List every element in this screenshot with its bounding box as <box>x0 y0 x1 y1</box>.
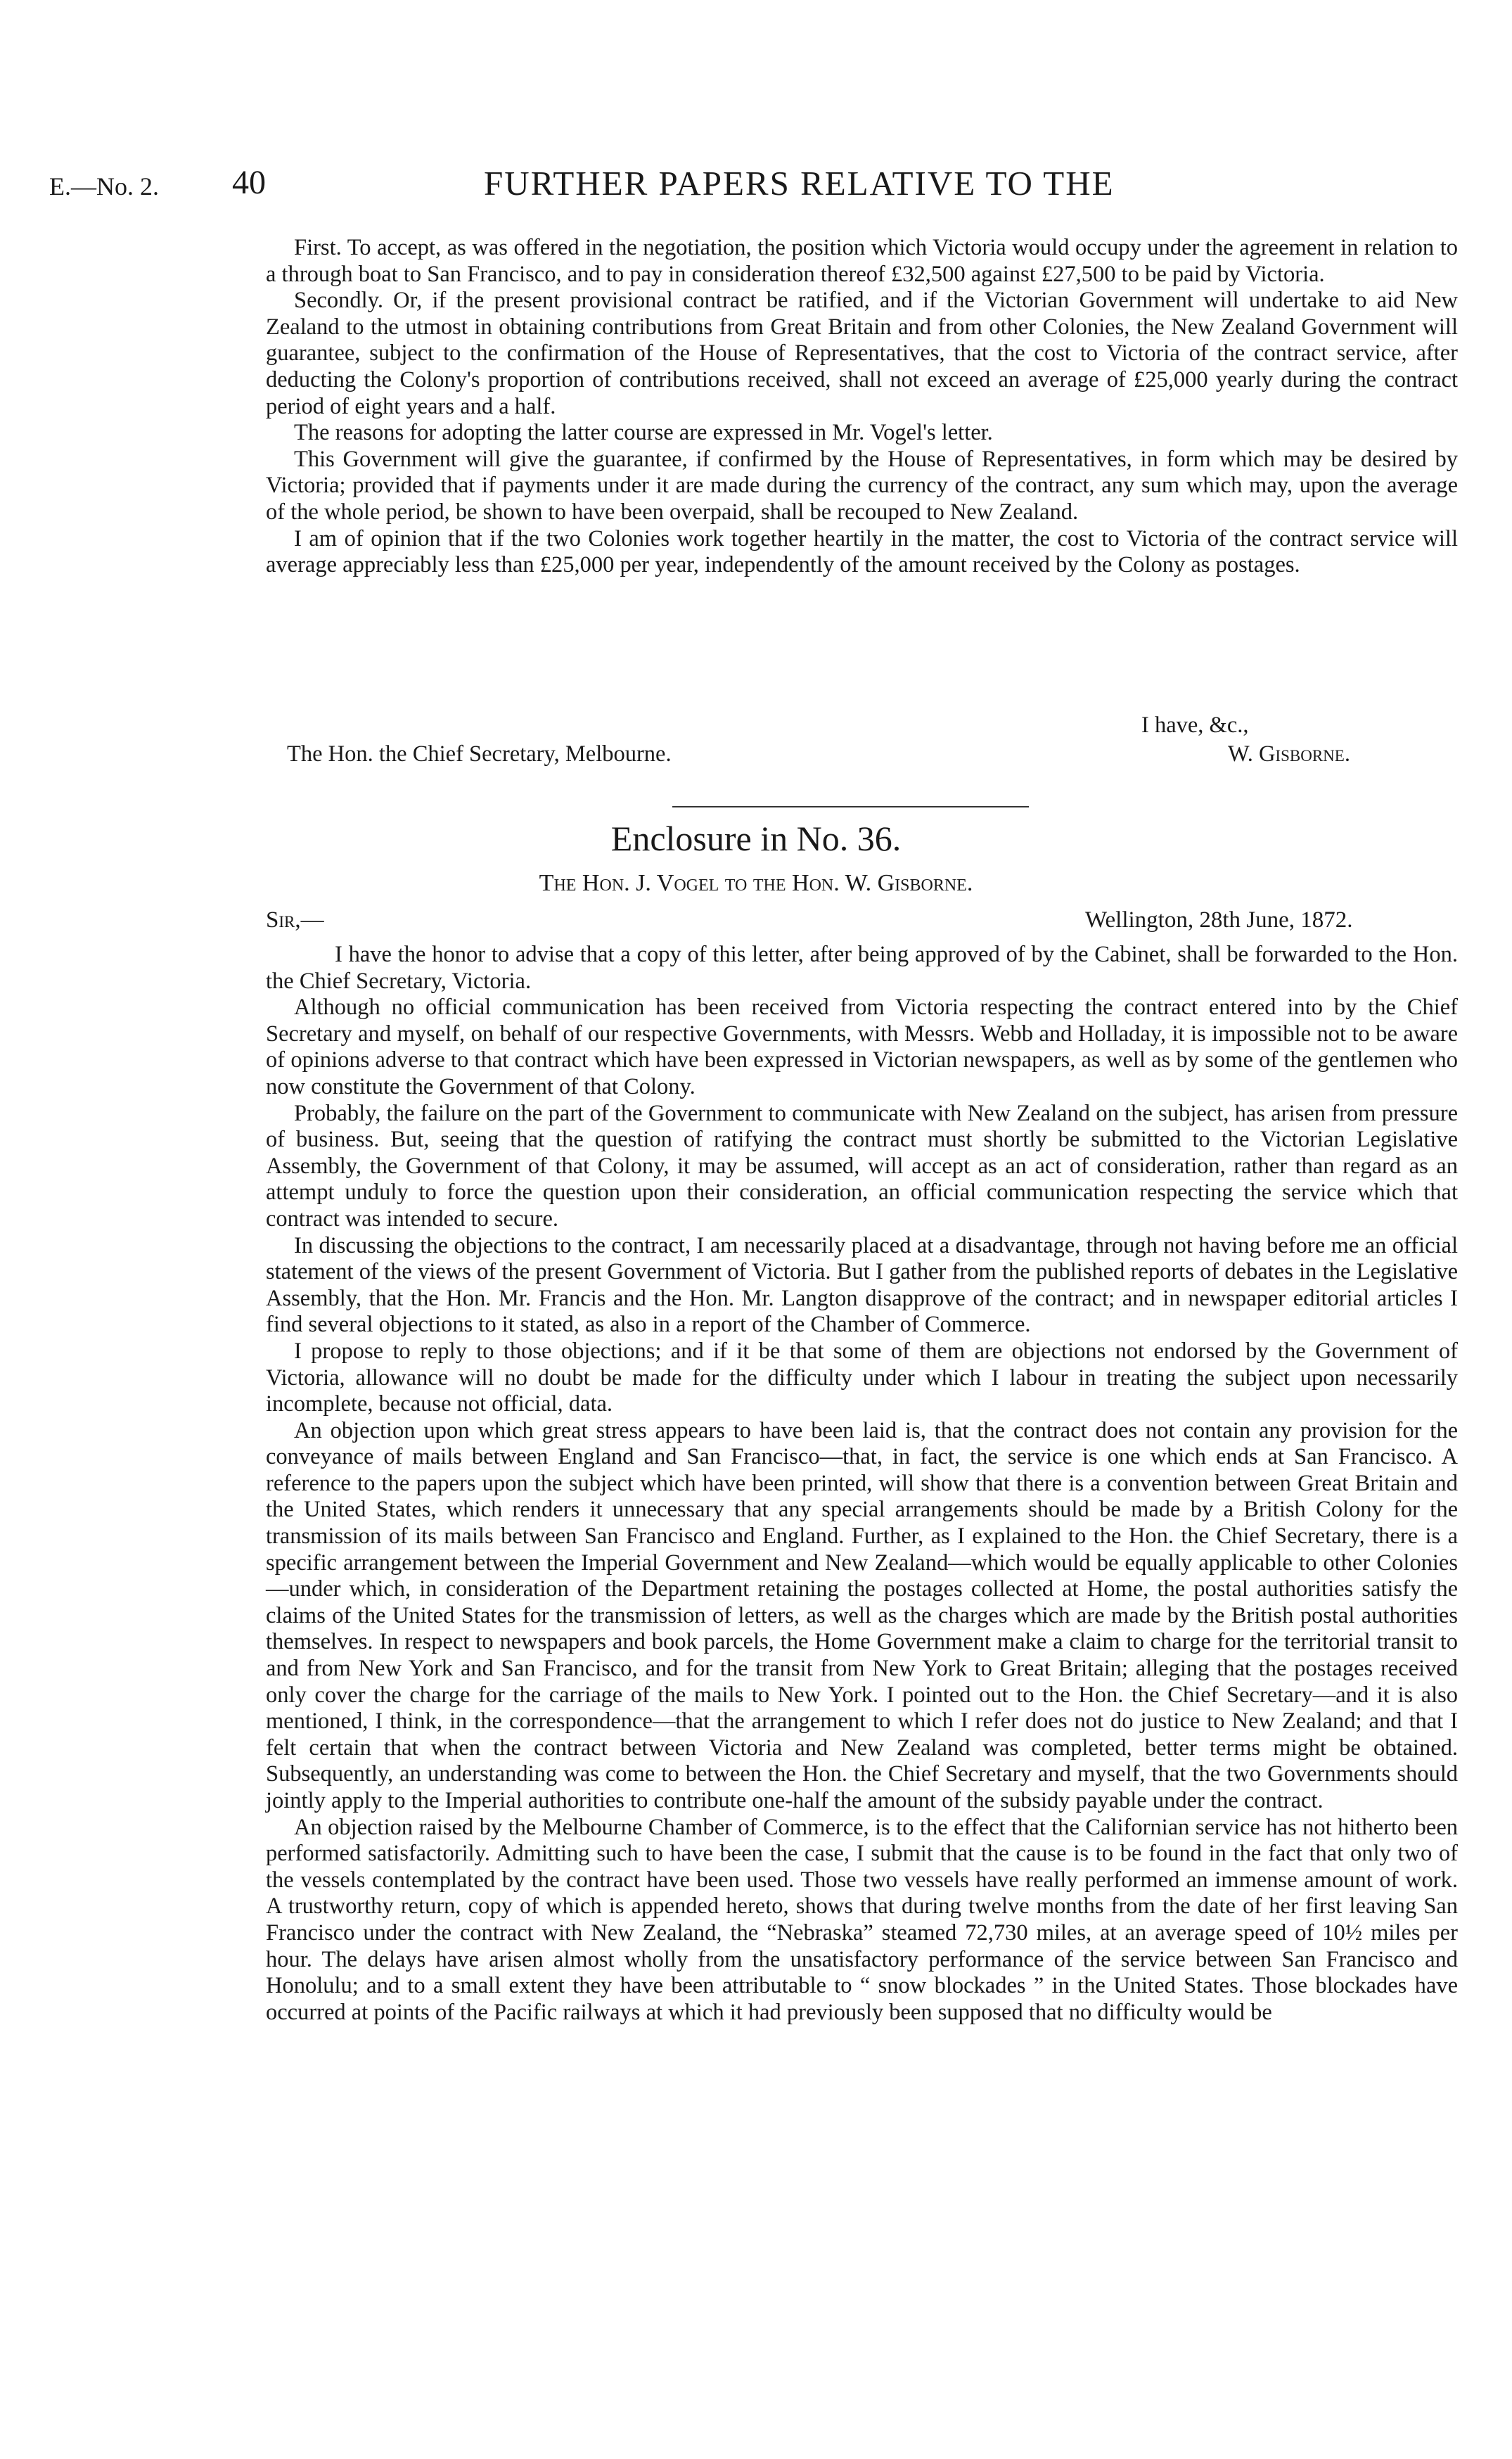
paragraph: I propose to reply to those objections; and if it be that some of them are objections not endorsed by the Government of Victoria, allowance will no doubt be made for the difficulty under which I labour in treating the subject upon necessarily incomplete, because not official, data. <box>266 1338 1458 1417</box>
paragraph: I am of opinion that if the two Colonies work together heartily in the matter, the cost to Victoria of the contract service will average appreciably less than £25,000 per year, independently of the amount received by the Colony as postages. <box>266 525 1458 578</box>
page-number: 40 <box>232 164 266 201</box>
paragraph: An objection raised by the Melbourne Chamber of Commerce, is to the effect that the Californian service has not hitherto been performed satisfactorily. Admitting such to have been the case, I submit that the cause is to be found in the fact that only two of the vessels contemplated by the contract have been used. Those two vessels have really performed an immense amount of work. A trustworthy return, copy of which is appended hereto, shows that during twelve months from the date of her first leaving San Francisco under the contract with New Zealand, the “Nebraska” steamed 72,730 miles, at an average speed of 10½ miles per hour. The delays have arisen almost wholly from the unsatisfactory performance of the service between San Francisco and Honolulu; and to a small extent they have been attributable to “ snow blockades ” in the United States. Those blockades have occurred at points of the Pacific railways at which it had previously been supposed that no difficulty would be <box>266 1814 1458 2025</box>
running-title: FURTHER PAPERS RELATIVE TO THE <box>484 164 1115 203</box>
letter-body-top <box>266 235 1458 579</box>
section-divider <box>672 806 1029 807</box>
paragraph: Secondly. Or, if the present provisional contract be ratified, and if the Victorian Government will undertake to aid New Zealand to the utmost in obtaining contributions from Great Britain and from other Colonies, the New Zealand Government will guarantee, subject to the confirmation of the House of Representatives, that the cost to Victoria of the contract service, after deducting the Colony's proportion of contributions received, shall not exceed an average of £25,000 yearly during the contract period of eight years and a half. <box>266 288 1458 419</box>
paragraph: In discussing the objections to the contract, I am necessarily placed at a disadvantage, through not having before me an official statement of the views of the present Government of Victoria. But I gather from the published reports of debates in the Legislative Assembly, that the Hon. Mr. Francis and the Hon. Mr. Langton disapprove of the contract; and in newspaper editorial articles I find several objections to it stated, as also in a report of the Chamber of Commerce. <box>266 1232 1458 1338</box>
enclosure-letter-body <box>266 942 1458 2026</box>
paragraph: I have the honor to advise that a copy of this letter, after being approved of by the Cabinet, shall be forwarded to the Hon. the Chief Secretary, Victoria. <box>266 942 1458 994</box>
paragraph: Probably, the failure on the part of the Government to communicate with New Zealand on the subject, has arisen from pressure of business. But, seeing that the question of ratifying the contract must shortly be submitted to the Victorian Legislative Assembly, the Government of that Colony, it may be assumed, will accept as an act of consideration, rather than regard as an attempt unduly to force the question upon their consideration, an official communication respecting the service which that contract was intended to secure. <box>266 1100 1458 1232</box>
paragraph: Although no official communication has been received from Victoria respecting the contract entered into by the Chief Secretary and myself, on behalf of our respective Governments, with Messrs. Webb and Holladay, it is impossible not to be aware of opinions adverse to that contract which have been expressed in Victorian newspapers, as well as by some of the gentlemen who now constitute the Government of that Colony. <box>266 995 1458 1099</box>
paragraph: First. To accept, as was offered in the negotiation, the position which Victoria would occupy under the agreement in relation to a through boat to San Francisco, and to pay in consideration thereof £32,500 against £27,500 to be paid by Victoria. <box>266 235 1458 287</box>
page-header <box>0 162 1512 211</box>
paragraph: This Government will give the guarantee, if confirmed by the House of Representatives, in form which may be desired by Victoria; provided that if payments under it are made during the currency of the contract, any sum which may, upon the average of the whole period, be shown to have been overpaid, shall be recouped to New Zealand. <box>266 446 1458 525</box>
paragraph: An objection upon which great stress appears to have been laid is, that the contract does not contain any provision for the conveyance of mails between England and San Francisco—that, in fact, the service is one which ends at San Francisco. A reference to the papers upon the subject which have been printed, will show that there is a convention between Great Britain and the United States, which renders it unnecessary that any special arrangements should be made by a British Colony for the transmission of its mails between San Francisco and England. Further, as I explained to the Hon. the Chief Secretary, there is a specific arrangement between the Imperial Government and New Zealand—which would be equally applicable to other Colonies—under which, in consideration of the Department retaining the postages collected at Home, the postal authorities satisfy the claims of the United States for the transmission of letters, as well as the charges which are made by the British postal authorities themselves. In respect to newspapers and book parcels, the Home Government make a claim to charge for the territorial transit to and from New York and San Francisco, and for the transit from New York to Great Britain; alleging that the postages received only cover the charge for the carriage of the mails to New York. I pointed out to the Hon. the Chief Secretary—and it is also mentioned, I think, in the correspondence—that the arrangement to which I refer does not do justice to New Zealand; and that I felt certain that when the contract between Victoria and New Zealand was completed, better terms might be obtained. Subsequently, an understanding was come to between the Hon. the Chief Secretary and myself, that the two Governments should jointly apply to the Imperial authorities to contribute one-half the amount of the subsidy payable under the contract. <box>266 1417 1458 1813</box>
paragraph: The reasons for adopting the latter course are expressed in Mr. Vogel's letter. <box>294 420 993 446</box>
enclosure-subtitle: The Hon. J. Vogel to the Hon. W. Gisborne. <box>539 870 973 896</box>
dateline: Wellington, 28th June, 1872. <box>1085 907 1353 933</box>
closing: I have, &c., <box>1141 713 1249 738</box>
addressee: The Hon. the Chief Secretary, Melbourne. <box>287 741 672 767</box>
salutation: Sir,— <box>266 907 324 933</box>
document-reference: E.—No. 2. <box>49 172 159 200</box>
signature: W. Gisborne. <box>1228 741 1350 767</box>
enclosure-title: Enclosure in No. 36. <box>610 819 902 858</box>
